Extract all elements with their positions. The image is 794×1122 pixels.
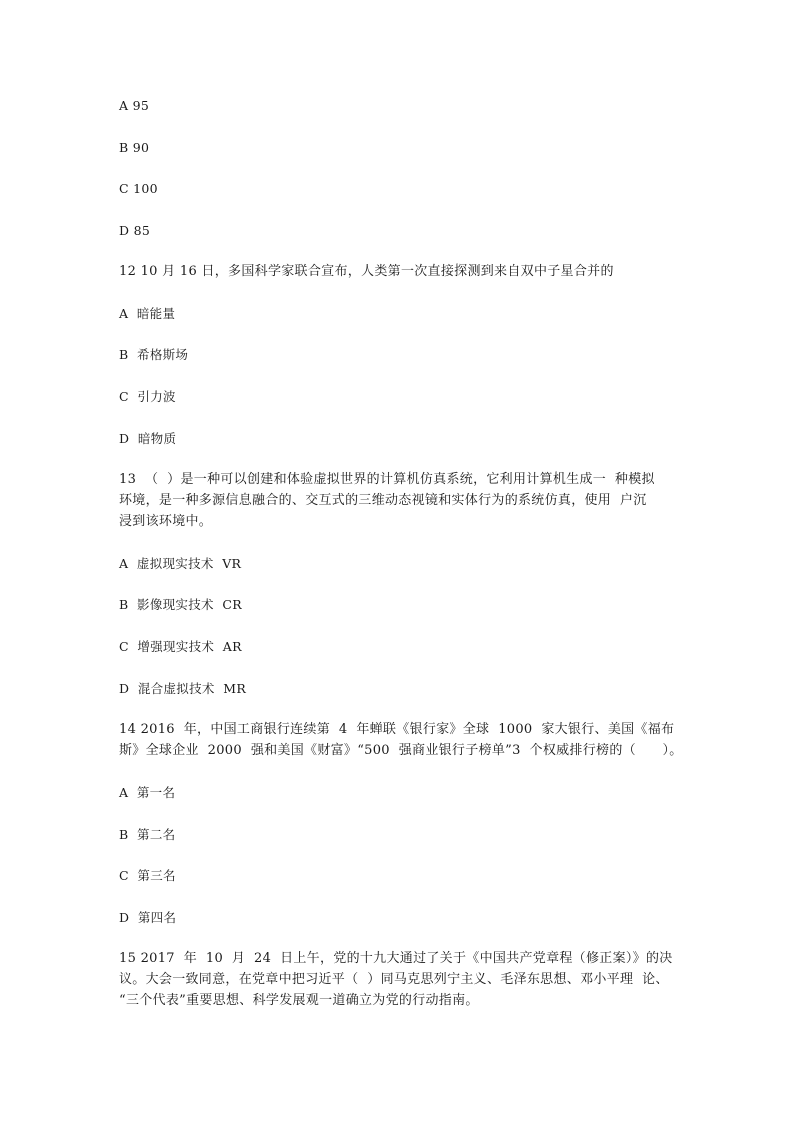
- q13-option-c: C 增强现实技术 AR: [119, 639, 242, 654]
- q12-option-c: C 引力波: [119, 389, 176, 404]
- question-15-line-3: “三个代表”重要思想、科学发展观一道确立为党的行动指南。: [119, 993, 479, 1008]
- question-13-line-3: 浸到该环境中。: [119, 514, 213, 529]
- q14-option-d: D 第四名: [119, 910, 177, 925]
- q13-option-d: D 混合虚拟技术 MR: [119, 681, 247, 696]
- question-15-line-1: 15 2017 年 10 月 24 日上午，党的十九大通过了关于《中国共产党章程（修正案）》的决: [119, 951, 673, 966]
- option-b-90: B 90: [119, 140, 150, 155]
- question-13-line-2: 环境，是一种多源信息融合的、交互式的三维动态视镜和实体行为的系统仿真，使用 户沉: [119, 493, 647, 508]
- option-d-85: D 85: [119, 223, 151, 238]
- question-14-line-2: 斯》全球企业 2000 强和美国《财富》“500 强商业银行子榜单”3 个权威排行榜的（ ）。: [119, 743, 683, 758]
- q14-option-c: C 第三名: [119, 868, 176, 883]
- q14-option-a: A 第一名: [119, 785, 176, 800]
- q13-option-a: A 虚拟现实技术 VR: [119, 556, 242, 571]
- q14-option-b: B 第二名: [119, 827, 176, 842]
- q13-option-b: B 影像现实技术 CR: [119, 597, 242, 612]
- q12-option-d: D 暗物质: [119, 431, 177, 446]
- q12-option-b: B 希格斯场: [119, 347, 189, 362]
- q12-option-a: A 暗能量: [119, 306, 176, 321]
- question-13-line-1: 13 （ ）是一种可以创建和体验虚拟世界的计算机仿真系统，它利用计算机生成一 种模拟: [119, 472, 655, 487]
- option-a-95: A 95: [119, 98, 150, 113]
- question-15-line-2: 议。大会一致同意，在党章中把习近平（ ）同马克思列宁主义、毛泽东思想、邓小平理 论、: [119, 972, 669, 987]
- question-12: 12 10 月 16 日，多国科学家联合宣布，人类第一次直接探测到来自双中子星合并的: [119, 264, 614, 279]
- question-14-line-1: 14 2016 年，中国工商银行连续第 4 年蝉联《银行家》全球 1000 家大银行、美国《福布: [119, 722, 675, 737]
- option-c-100: C 100: [119, 181, 158, 196]
